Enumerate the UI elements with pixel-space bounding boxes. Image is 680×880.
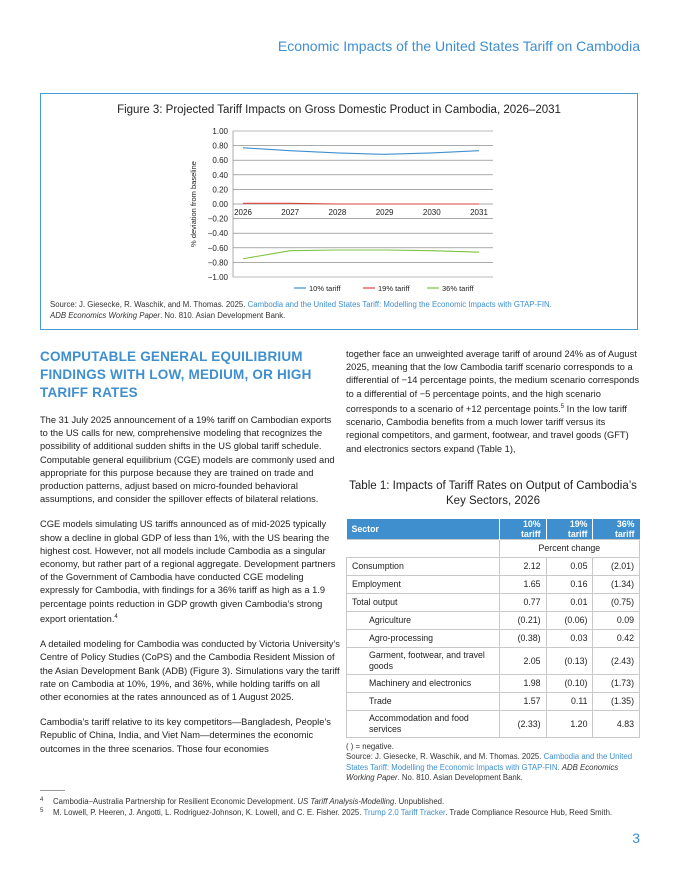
page-number: 3 — [632, 830, 640, 846]
table-source-series: ADB Economics Working Paper — [346, 762, 619, 783]
cell-10: (0.38) — [499, 629, 546, 647]
table-row — [347, 647, 640, 674]
series-line-10-tariff — [243, 148, 479, 155]
table-title: Table 1: Impacts of Tariff Rates on Output of Cambodia’s Key Sectors, 2026 — [349, 479, 637, 507]
y-tick-label: 0.80 — [212, 141, 228, 151]
row-sector: Employment — [347, 575, 500, 593]
sector-impacts-table — [346, 519, 640, 738]
cell-36: 0.42 — [593, 629, 640, 647]
cell-10: 2.05 — [499, 647, 546, 674]
figure-source-series: ADB Economics Working Paper — [50, 311, 161, 320]
footnote-link[interactable]: Trump 2.0 Tariff Tracker — [363, 808, 446, 817]
figure-source-link[interactable]: Cambodia and the United States Tariff: Modelling the Economic Impacts with GTAP-FIN. — [247, 300, 552, 309]
right-column — [346, 348, 640, 784]
cell-19: 0.01 — [546, 593, 593, 611]
gdp-line-chart — [41, 94, 639, 294]
footnote-title: US Tariff Analysis-Modelling — [297, 797, 395, 806]
row-sector: Trade — [347, 692, 500, 710]
series-line-36-tariff — [243, 250, 479, 259]
table-source-suffix: . No. 810. Asian Development Bank. — [397, 773, 523, 783]
footnote-ref-5[interactable]: 5 — [560, 403, 565, 410]
paragraph-2 — [40, 518, 340, 626]
table-row — [347, 575, 640, 593]
figure-source-suffix: . No. 810. Asian Development Bank. — [160, 311, 286, 320]
unit-label: Percent change — [499, 539, 639, 557]
cell-19: (0.13) — [546, 647, 593, 674]
cell-10: 1.57 — [499, 692, 546, 710]
y-tick-label: −0.60 — [207, 243, 228, 253]
table-row — [347, 692, 640, 710]
footnote-5 — [40, 808, 612, 817]
cell-36: (1.34) — [593, 575, 640, 593]
figure-title: Figure 3: Projected Tariff Impacts on Gross Domestic Product in Cambodia, 2026–2031 — [117, 104, 561, 116]
table-row — [347, 710, 640, 737]
cell-19: (0.10) — [546, 674, 593, 692]
figure-3-box — [40, 93, 638, 330]
cell-36: (2.01) — [593, 557, 640, 575]
x-tick-label: 2030 — [422, 208, 441, 217]
cell-19: 0.05 — [546, 557, 593, 575]
row-sector: Total output — [347, 593, 500, 611]
row-sector: Consumption — [347, 557, 500, 575]
cell-10: 0.77 — [499, 593, 546, 611]
unit-row — [347, 539, 640, 557]
table-row — [347, 593, 640, 611]
table-row — [347, 611, 640, 629]
cell-19: 0.03 — [546, 629, 593, 647]
y-tick-label: 0.40 — [212, 170, 228, 180]
x-tick-label: 2031 — [470, 208, 488, 217]
footnote-rule — [40, 790, 65, 791]
legend-label: 19% tariff — [378, 284, 410, 293]
y-tick-label: −0.80 — [207, 258, 228, 268]
col-header-10: 10% tariff — [499, 519, 546, 540]
cell-36: 0.09 — [593, 611, 640, 629]
footnote-tail: . Trade Compliance Resource Hub, Reed Smith. — [445, 808, 613, 817]
table-row — [347, 557, 640, 575]
table-source-link[interactable]: Cambodia and the United States Tariff: Modelling the Economic Impacts with GTAP-FIN. — [346, 752, 633, 772]
cell-36: (1.35) — [593, 692, 640, 710]
footnote-text: M. Lowell, P. Heeren, J. Angotti, L. Rodriguez-Johnson, K. Lowell, and C. E. Fisher. 2025. — [53, 808, 364, 817]
y-tick-label: 0.20 — [212, 185, 228, 195]
running-header: Economic Impacts of the United States Tariff on Cambodia — [277, 38, 640, 54]
y-tick-label: −1.00 — [207, 273, 228, 282]
cell-10: (2.33) — [499, 710, 546, 737]
cell-10: 2.12 — [499, 557, 546, 575]
y-tick-label: 0.00 — [212, 200, 228, 209]
col-header-36: 36% tariff — [593, 519, 640, 540]
y-tick-label: −0.20 — [207, 214, 228, 224]
cell-19: 1.20 — [546, 710, 593, 737]
paragraph-5 — [346, 348, 640, 456]
row-sector: Agriculture — [347, 611, 500, 629]
table-source-prefix: Source: J. Giesecke, R. Waschik, and M. Thomas. 2025. — [346, 752, 544, 762]
table-row — [347, 674, 640, 692]
table-row — [347, 629, 640, 647]
y-tick-label: −0.40 — [207, 229, 228, 239]
row-sector: Accommodation and food services — [347, 710, 500, 737]
section-title: COMPUTABLE GENERAL EQUILIBRIUM FINDINGS WITH LOW, MEDIUM, OR HIGH TARIFF RATES — [40, 349, 312, 400]
table-header-row — [347, 519, 640, 540]
col-header-19: 19% tariff — [546, 519, 593, 540]
y-tick-label: 0.60 — [212, 156, 228, 166]
figure-source-prefix: Source: J. Giesecke, R. Waschik, and M. Thomas. 2025. — [50, 300, 248, 309]
row-sector: Machinery and electronics — [347, 674, 500, 692]
paragraph-1: The 31 July 2025 announcement of a 19% tariff on Cambodian exports to the US calls for new, comprehensive modeling that recognizes the possibility of additional sudden shifts in the US global tariff schedule. Computable general equilibrium (CGE) models are commonly used and appropriate for this purpose because they are trained on trade and production patterns, adjust based on micro-founded behavioral assumptions, and consider the spillover effects of bilateral relations. — [40, 415, 335, 505]
cell-19: (0.06) — [546, 611, 593, 629]
figure-source — [50, 299, 630, 321]
table-source — [346, 752, 640, 784]
y-tick-label: 1.00 — [212, 127, 228, 136]
paragraph-5-text: together face an unweighted average tariff of around 24% as of August 2025, meaning that the low Cambodia tariff scenario corresponds to a differential of −14 percentage points, the medium scenario corresponds to a differential of −5 percentage points, and the high scenario corresponds to a scenario of +12 percentage points. — [346, 349, 640, 414]
footnote-4 — [40, 797, 444, 806]
row-sector: Agro-processing — [347, 629, 500, 647]
cell-36: (0.75) — [593, 593, 640, 611]
table-notes — [346, 742, 640, 784]
footnote-text: Cambodia–Australia Partnership for Resilient Economic Development. — [53, 797, 298, 806]
cell-36: (2.43) — [593, 647, 640, 674]
x-tick-label: 2029 — [375, 208, 394, 217]
cell-36: (1.73) — [593, 674, 640, 692]
footnote-number: 4 — [40, 797, 44, 803]
x-tick-label: 2027 — [281, 208, 300, 217]
paragraph-5-cont: In the low tariff scenario, Cambodia benefits from a much lower tariff versus its regional competitors, and garment, footwear, and travel goods (GFT) and electronics sectors expand (Table 1), — [346, 403, 629, 454]
x-tick-label: 2026 — [234, 208, 252, 217]
cell-10: 1.65 — [499, 575, 546, 593]
left-column — [40, 348, 340, 768]
legend-label: 10% tariff — [309, 284, 341, 293]
cell-10: 1.98 — [499, 674, 546, 692]
cell-36: 4.83 — [593, 710, 640, 737]
table-note-negative: ( ) = negative. — [346, 741, 394, 751]
paragraph-3: A detailed modeling for Cambodia was conducted by Victoria University’s Centre of Policy Studies (CoPS) and the Cambodia Resident Mission of the Asian Development Bank (ADB) (Figure 3). Simulations vary the tariff rate on Cambodia at 10%, 19%, and 36%, while holding tariffs on all other economies at the rates announced as of 1 August 2025. — [40, 639, 340, 702]
cell-19: 0.16 — [546, 575, 593, 593]
col-header-sector: Sector — [347, 519, 500, 540]
row-sector: Garment, footwear, and travel goods — [347, 647, 500, 674]
y-axis-label: % deviation from baseline — [189, 161, 198, 247]
paragraph-4: Cambodia’s tariff relative to its key competitors—Bangladesh, People’s Republic of China, India, and Viet Nam—determines the economic outcomes in the three scenarios. Those four economies — [40, 717, 331, 754]
cell-10: (0.21) — [499, 611, 546, 629]
footnote-ref-4[interactable]: 4 — [114, 613, 118, 620]
legend-label: 36% tariff — [442, 284, 474, 293]
footnote-number: 5 — [40, 808, 44, 814]
footnote-tail: . Unpublished. — [394, 797, 445, 806]
x-tick-label: 2028 — [328, 208, 347, 217]
cell-19: 0.11 — [546, 692, 593, 710]
paragraph-2-text: CGE models simulating US tariffs announced as of mid-2025 typically show a decline in global GDP of less than 1%, with the US bearing the highest cost. However, not all models include Cambodia as a singular economy, but rather part of a regional aggregate. Development partners of the Government of Cambodia have conducted CGE modeling expressly for Cambodia, with findings for a 36% tariff as high as a 1.9 percentage points reduction in GDP growth given Cambodia’s strong export orientation. — [40, 519, 336, 624]
